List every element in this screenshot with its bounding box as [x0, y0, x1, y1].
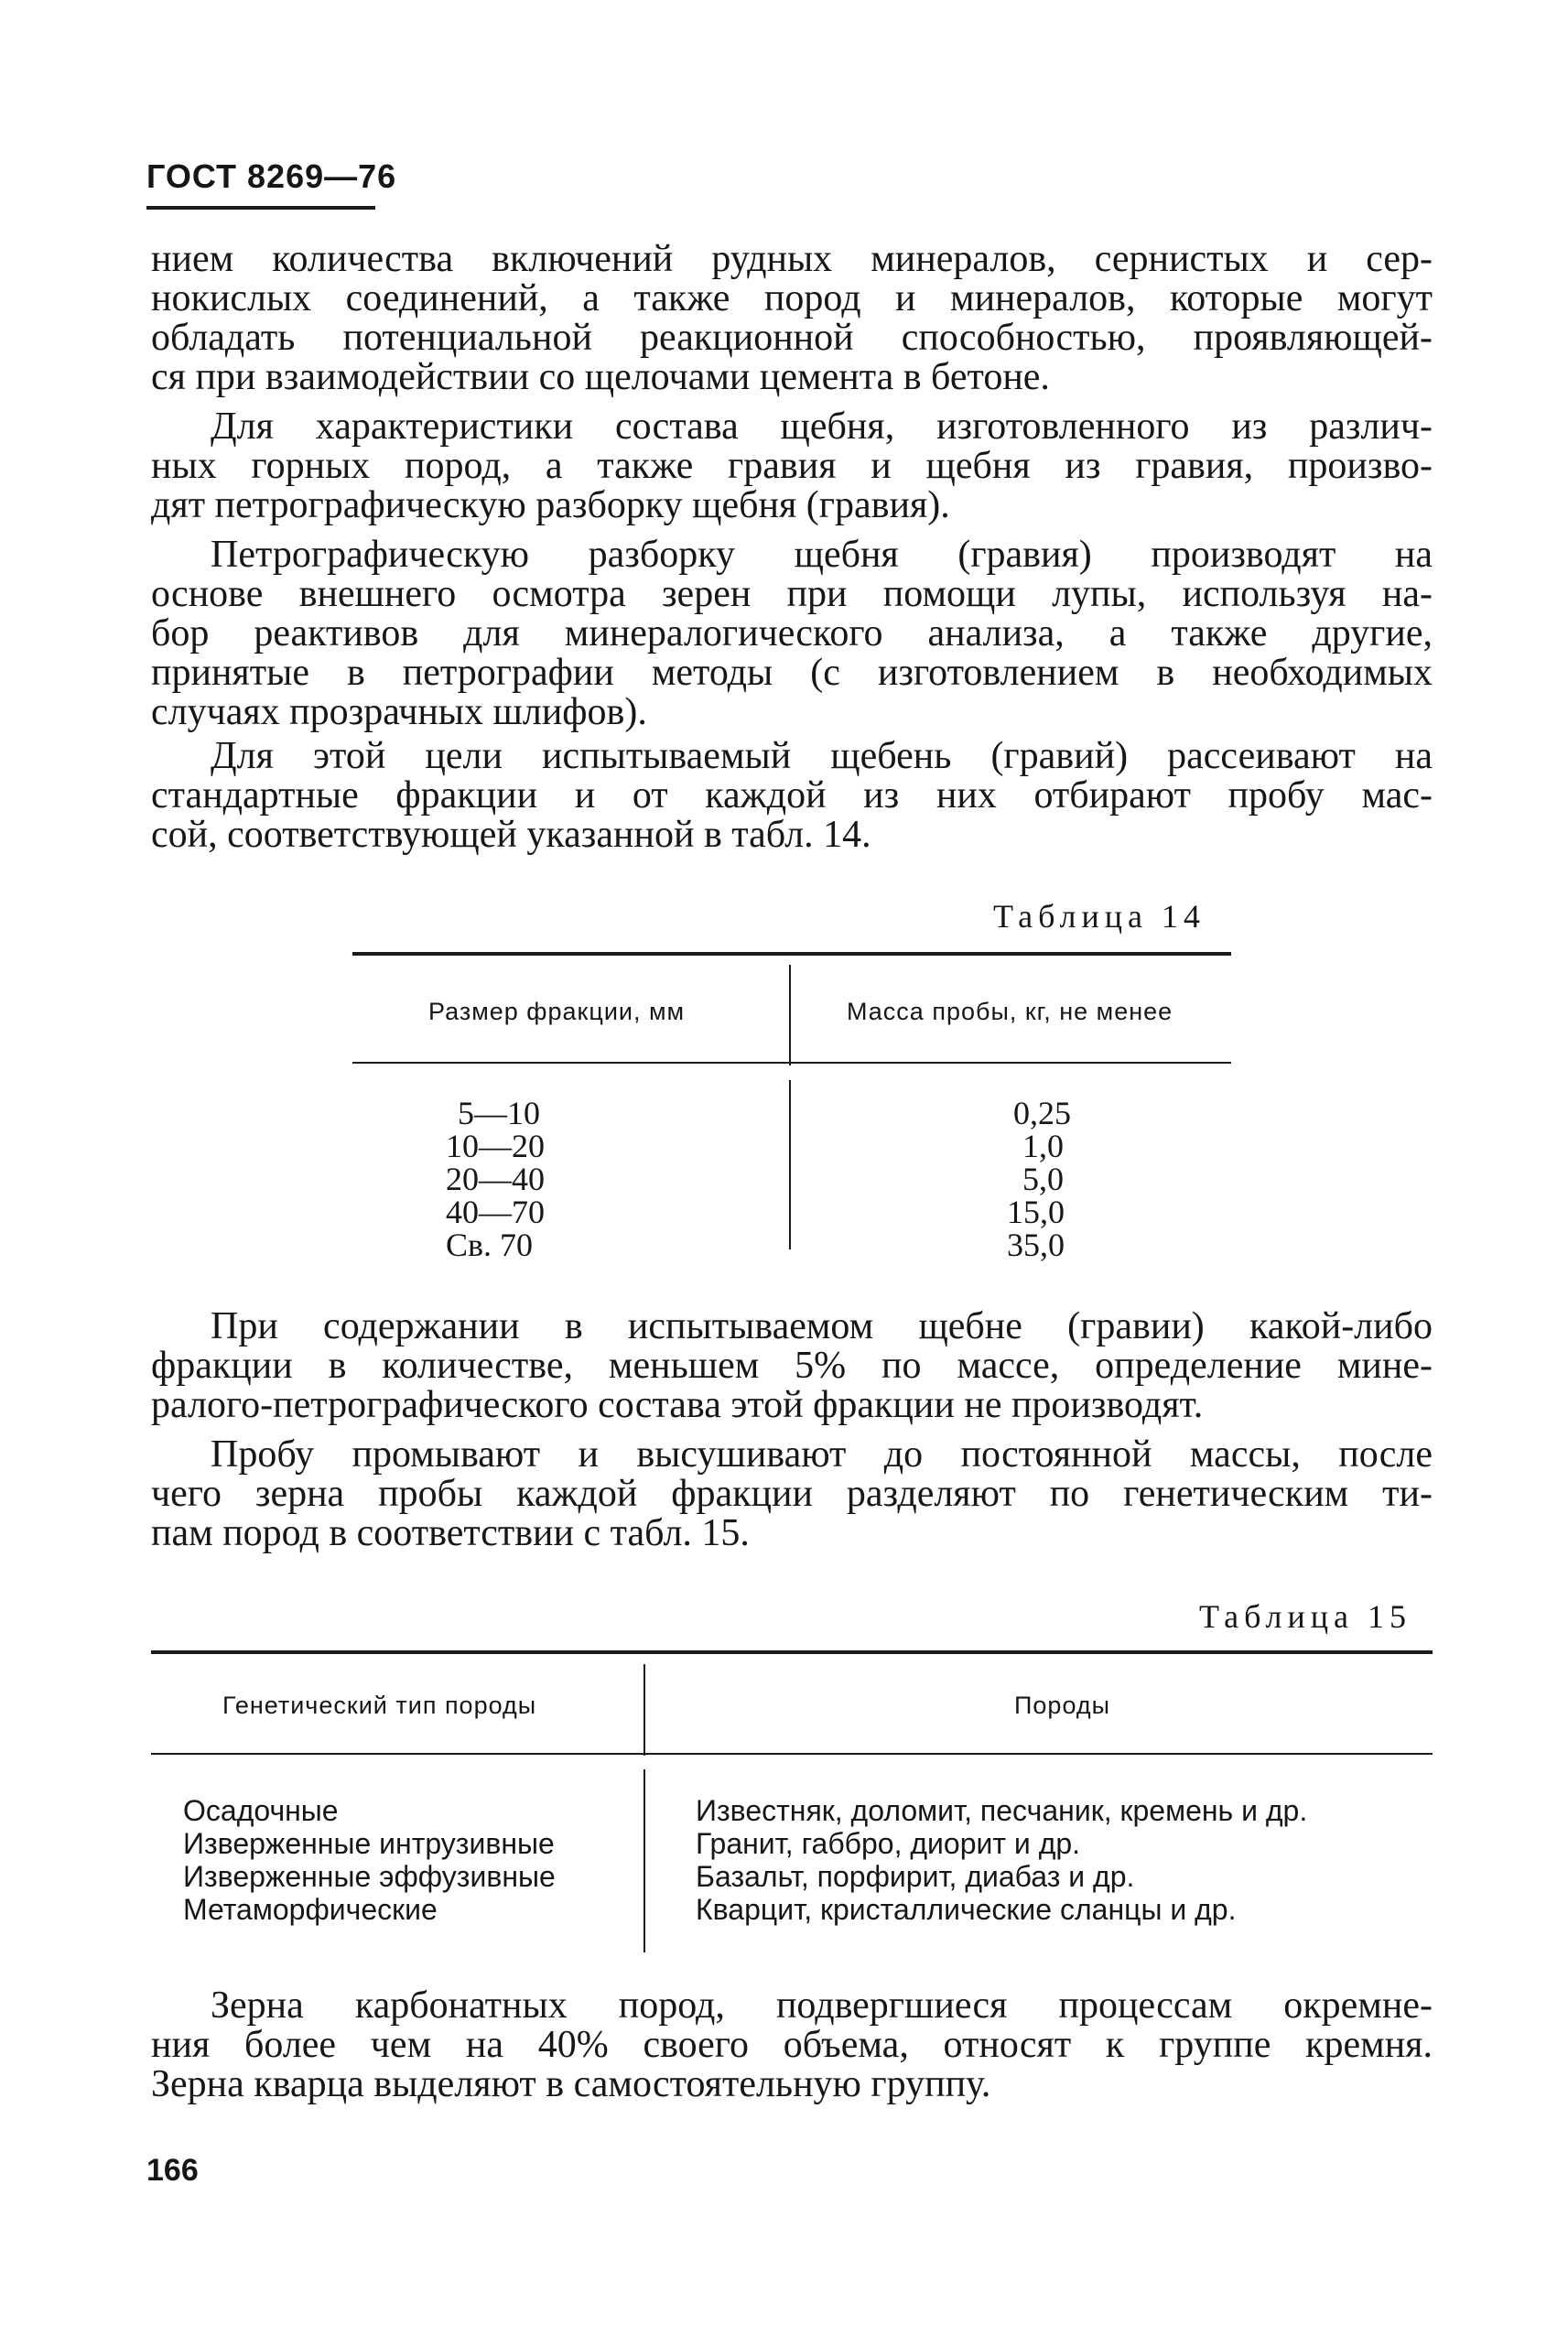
- document-header: ГОСТ 8269—76: [146, 157, 397, 195]
- text-line: ния более чем на 40% своего объема, относят к группе кремня.: [151, 2024, 1433, 2066]
- table-14-cell-mass: 1,0: [1022, 1128, 1064, 1164]
- table-14-body-divider: [789, 1080, 791, 1249]
- table-15-cell-rocks: Кварцит, кристаллические сланцы и др.: [696, 1893, 1237, 1926]
- text-line: дят петрографическую разборку щебня (гравия).: [151, 484, 950, 526]
- text-line: ралого-петрографического состава этой фракции не производят.: [151, 1384, 1204, 1426]
- table-15-cell-rocks: Базальт, порфирит, диабаз и др.: [696, 1860, 1135, 1893]
- paragraph-3: [151, 535, 1433, 732]
- text-line: Зерна карбонатных пород, подвергшиеся процессам окремне-: [211, 1984, 1433, 2027]
- text-line: сой, соответствующей указанной в табл. 14.: [151, 814, 871, 856]
- table-14-cell-size: 40—70: [446, 1194, 545, 1230]
- table-14-header-rule: [352, 1062, 1231, 1064]
- table-14-caption: Таблица 14: [993, 898, 1206, 935]
- text-line: основе внешнего осмотра зерен при помощи лупы, используя на-: [151, 573, 1433, 615]
- paragraph-7: [151, 1986, 1433, 2104]
- table-14-header-size: Размер фракции, мм: [428, 998, 686, 1025]
- text-line: Для характеристики состава щебня, изготовленного из различ-: [211, 406, 1433, 448]
- table-15-top-rule: [151, 1650, 1433, 1654]
- table-14-cell-mass: 0,25: [1013, 1095, 1071, 1131]
- table-14-cell-size: 10—20: [446, 1128, 545, 1164]
- text-line: ся при взаимодействии со щелочами цемента в бетоне.: [151, 356, 1050, 398]
- table-14-cell-mass: 35,0: [1007, 1227, 1065, 1263]
- table-14-cell-size: 20—40: [446, 1161, 545, 1197]
- table-15-header-rocks: Породы: [1014, 1692, 1111, 1719]
- table-14-cell-size: Св. 70: [446, 1227, 534, 1263]
- table-14-top-rule: [352, 952, 1231, 956]
- table-14-cell-mass: 5,0: [1022, 1161, 1064, 1197]
- text-line: При содержании в испытываемом щебне (гравии) какой-либо: [211, 1305, 1433, 1347]
- table-15-header-type: Генетический тип породы: [222, 1692, 537, 1719]
- text-line: Петрографическую разборку щебня (гравия) производят на: [211, 534, 1433, 576]
- paragraph-5: [151, 1307, 1433, 1425]
- text-line: нием количества включений рудных минералов, сернистых и сер-: [151, 238, 1433, 280]
- text-line: Зерна кварца выделяют в самостоятельную группу.: [151, 2063, 991, 2105]
- paragraph-1: [151, 240, 1433, 397]
- text-line: ных горных пород, а также гравия и щебня из гравия, произво-: [151, 445, 1433, 487]
- table-15-cell-type: Изверженные интрузивные: [183, 1827, 555, 1860]
- table-15-cell-type: Изверженные эффузивные: [183, 1860, 556, 1893]
- text-line: Для этой цели испытываемый щебень (гравий) рассеивают на: [211, 735, 1433, 777]
- table-15-cell-type: Метаморфические: [183, 1893, 438, 1926]
- paragraph-2: [151, 407, 1433, 525]
- text-line: фракции в количестве, меньшем 5% по массе, определение мине-: [151, 1345, 1433, 1387]
- table-14-cell-mass: 15,0: [1007, 1194, 1065, 1230]
- header-underline: [146, 206, 375, 210]
- paragraph-6: [151, 1435, 1433, 1553]
- table-15-header-divider: [643, 1664, 645, 1756]
- table-15-header-rule: [151, 1753, 1433, 1755]
- text-line: Пробу промывают и высушивают до постоянной массы, после: [211, 1433, 1433, 1476]
- paragraph-4: [151, 737, 1433, 855]
- table-15-cell-rocks: Известняк, доломит, песчаник, кремень и др.: [696, 1794, 1308, 1827]
- table-15-cell-type: Осадочные: [183, 1794, 339, 1827]
- table-15-caption: Таблица 15: [1199, 1598, 1411, 1635]
- text-line: случаях прозрачных шлифов).: [151, 691, 647, 733]
- text-line: бор реактивов для минералогического анализа, а также другие,: [151, 612, 1433, 654]
- page-number: 166: [146, 2153, 199, 2188]
- table-15-body-divider: [643, 1769, 645, 1952]
- table-15-cell-rocks: Гранит, габбро, диорит и др.: [696, 1827, 1081, 1860]
- table-14-header-mass: Масса пробы, кг, не менее: [847, 998, 1173, 1025]
- table-14-cell-size: 5—10: [458, 1095, 540, 1131]
- text-line: стандартные фракции и от каждой из них отбирают пробу мас-: [151, 774, 1433, 816]
- text-line: принятые в петрографии методы (с изготовлением в необходимых: [151, 652, 1433, 694]
- text-line: нокислых соединений, а также пород и минералов, которые могут: [151, 277, 1433, 319]
- text-line: пам пород в соответствии с табл. 15.: [151, 1512, 750, 1554]
- text-line: чего зерна пробы каждой фракции разделяют по генетическим ти-: [151, 1473, 1433, 1515]
- text-line: обладать потенциальной реакционной способностью, проявляющей-: [151, 317, 1433, 359]
- table-14-header-divider: [789, 965, 791, 1065]
